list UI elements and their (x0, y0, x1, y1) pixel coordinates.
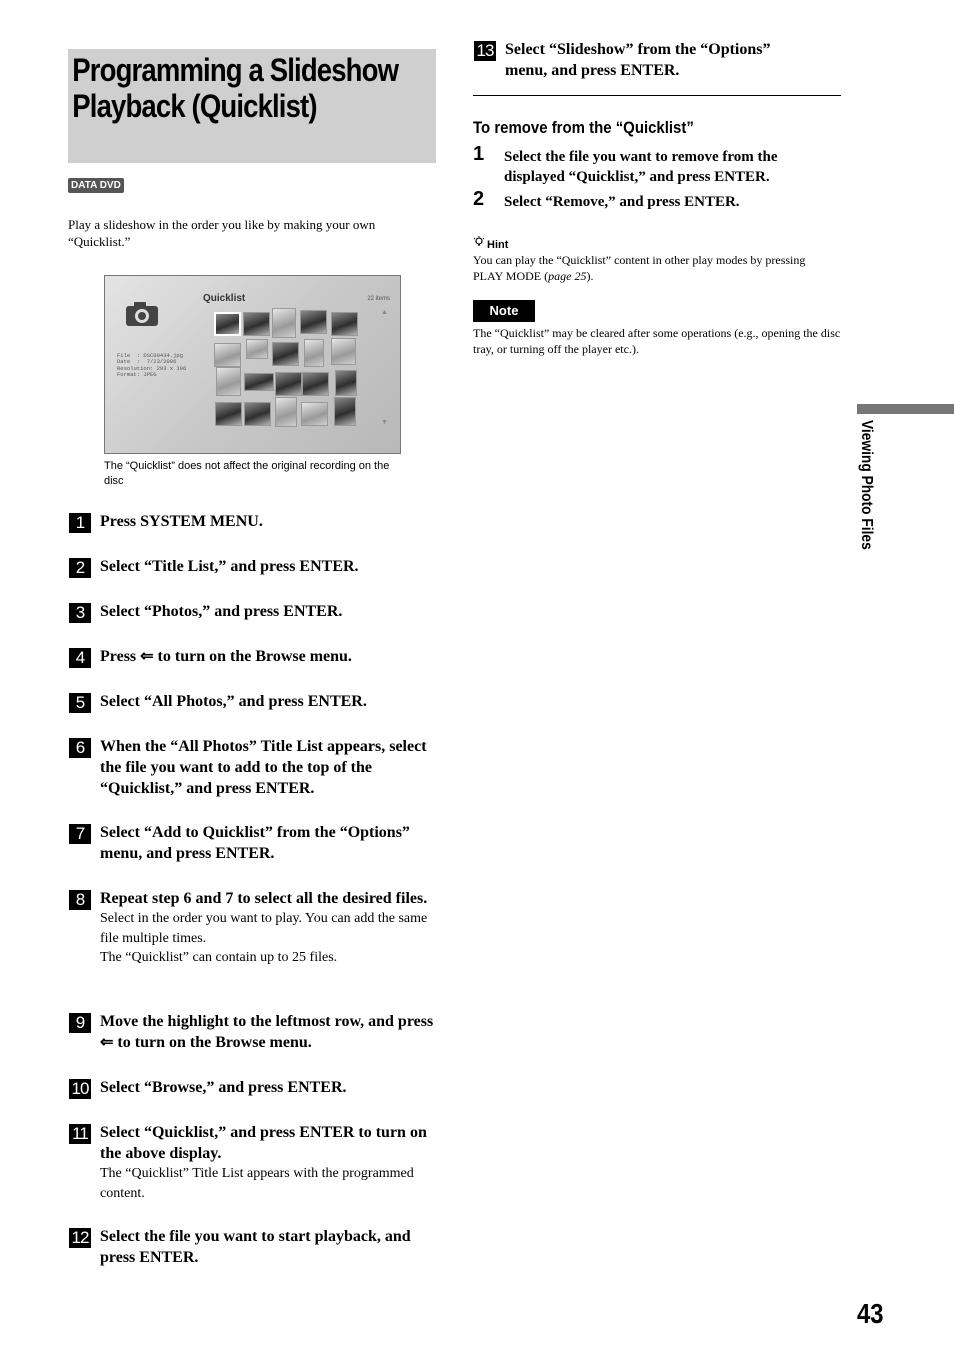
thumbnail (334, 397, 356, 426)
side-tab-bar (857, 404, 954, 414)
divider (473, 95, 841, 96)
step-13 (474, 39, 804, 81)
step-number: 3 (69, 603, 91, 623)
thumbnail (214, 343, 241, 367)
step-number: 2 (473, 188, 485, 210)
thumbnail (335, 370, 357, 396)
hint-text-part: ). (586, 269, 594, 283)
intro-paragraph: Play a slideshow in the order you like by making your own “Quicklist.” (68, 217, 376, 249)
step-4 (69, 646, 439, 667)
step-number: 13 (474, 41, 496, 61)
step-text: Move the highlight to the leftmost row, and press ⇐ to turn on the Browse menu. (100, 1013, 434, 1051)
page-reference: page 25 (548, 269, 587, 283)
step-text: Select “Add to Quicklist” from the “Options” menu, and press ENTER. (100, 824, 410, 862)
step-text: When the “All Photos” Title List appears, select the file you want to add to the top of the “Quicklist,” and press ENTER. (100, 738, 427, 797)
hint-text-part: You can play the “Quicklist” content in other play modes by pressing PLAY MODE ( (473, 253, 806, 283)
thumbnail (215, 402, 242, 426)
hint-heading (473, 236, 508, 251)
note-heading: Note (473, 300, 535, 322)
scroll-up-icon: ▲ (381, 308, 388, 316)
section-side-label: Viewing Photo Files (858, 420, 875, 550)
thumbnail (244, 373, 274, 391)
step-text: Select “Title List,” and press ENTER. (100, 558, 359, 575)
hint-text (473, 252, 833, 284)
step-detail: Select in the order you want to play. You can add the same file multiple times. The “Quicklist” can contain up to 25 files. (100, 911, 428, 965)
quicklist-screenshot (104, 275, 401, 454)
page-title: Programming a Slideshow Playback (Quicklist) (72, 52, 399, 124)
thumbnail (216, 367, 241, 396)
step-text: Press SYSTEM MENU. (100, 513, 263, 530)
step-detail: The “Quicklist” Title List appears with the programmed content. (100, 1166, 414, 1201)
thumbnail (302, 372, 329, 396)
thumbnail (243, 312, 270, 336)
note-text: The “Quicklist” may be cleared after some operations (e.g., opening the disc tray, or turning off the player etc.). (473, 326, 841, 356)
camera-icon (125, 301, 159, 327)
step-number: 9 (69, 1013, 91, 1033)
step-number: 1 (69, 513, 91, 533)
step-text: Select “Remove,” and press ENTER. (504, 194, 740, 210)
step-7 (69, 822, 439, 864)
thumbnail (300, 310, 327, 334)
step-number: 12 (69, 1228, 91, 1248)
step-number: 7 (69, 824, 91, 844)
step-number: 2 (69, 558, 91, 578)
thumbnail (214, 312, 241, 336)
thumbnail (275, 372, 302, 396)
step-text: Select “Photos,” and press ENTER. (100, 603, 343, 620)
step-text: Select “Browse,” and press ENTER. (100, 1079, 347, 1096)
scroll-down-icon: ▼ (381, 418, 388, 426)
step-1 (69, 511, 439, 532)
step-number: 6 (69, 738, 91, 758)
file-info: File : DSC00434.jpg Date : 7/23/2006 Resolution: 293 x 196 Format: JPEG (117, 352, 187, 378)
thumbnail (304, 339, 324, 367)
thumbnail (301, 402, 328, 426)
step-text: Press ⇐ to turn on the Browse menu. (100, 648, 352, 665)
thumbnail (272, 308, 296, 338)
remove-step-1 (473, 143, 813, 187)
thumbnail (331, 312, 358, 336)
step-10 (69, 1077, 439, 1098)
remove-step-2 (473, 188, 813, 213)
step-9 (69, 1011, 439, 1053)
step-text: Select “Quicklist,” and press ENTER to turn on the above display. (100, 1124, 427, 1162)
step-2 (69, 556, 439, 577)
step-6 (69, 736, 439, 799)
step-11 (69, 1122, 439, 1203)
step-5 (69, 691, 439, 712)
step-number: 8 (69, 890, 91, 910)
thumbnail (272, 342, 299, 366)
step-number: 5 (69, 693, 91, 713)
remove-heading: To remove from the “Quicklist” (473, 118, 694, 137)
step-text: Select “All Photos,” and press ENTER. (100, 693, 367, 710)
thumbnail (244, 402, 271, 426)
title-block (68, 49, 436, 163)
thumbnail (331, 338, 356, 365)
screenshot-caption: The “Quicklist” does not affect the original recording on the disc (104, 460, 390, 487)
thumbnail (275, 397, 297, 427)
step-12 (69, 1226, 439, 1268)
item-count: 22 items (367, 296, 390, 302)
step-text: Select “Slideshow” from the “Options” menu, and press ENTER. (505, 41, 771, 79)
page-number: 43 (857, 1298, 884, 1329)
lightbulb-icon (473, 236, 485, 248)
step-number: 10 (69, 1079, 91, 1099)
screen-title: Quicklist (203, 293, 246, 304)
hint-label: Hint (487, 239, 509, 251)
step-text: Repeat step 6 and 7 to select all the desired files. (100, 890, 428, 907)
step-text: Select the file you want to remove from the displayed “Quicklist,” and press ENTER. (504, 149, 778, 185)
step-3 (69, 601, 439, 622)
step-number: 4 (69, 648, 91, 668)
step-8 (69, 888, 439, 968)
step-text: Select the file you want to start playback, and press ENTER. (100, 1228, 411, 1266)
thumbnail (246, 339, 268, 359)
data-dvd-badge: DATA DVD (68, 178, 124, 193)
step-number: 11 (69, 1124, 91, 1144)
step-number: 1 (473, 143, 485, 165)
